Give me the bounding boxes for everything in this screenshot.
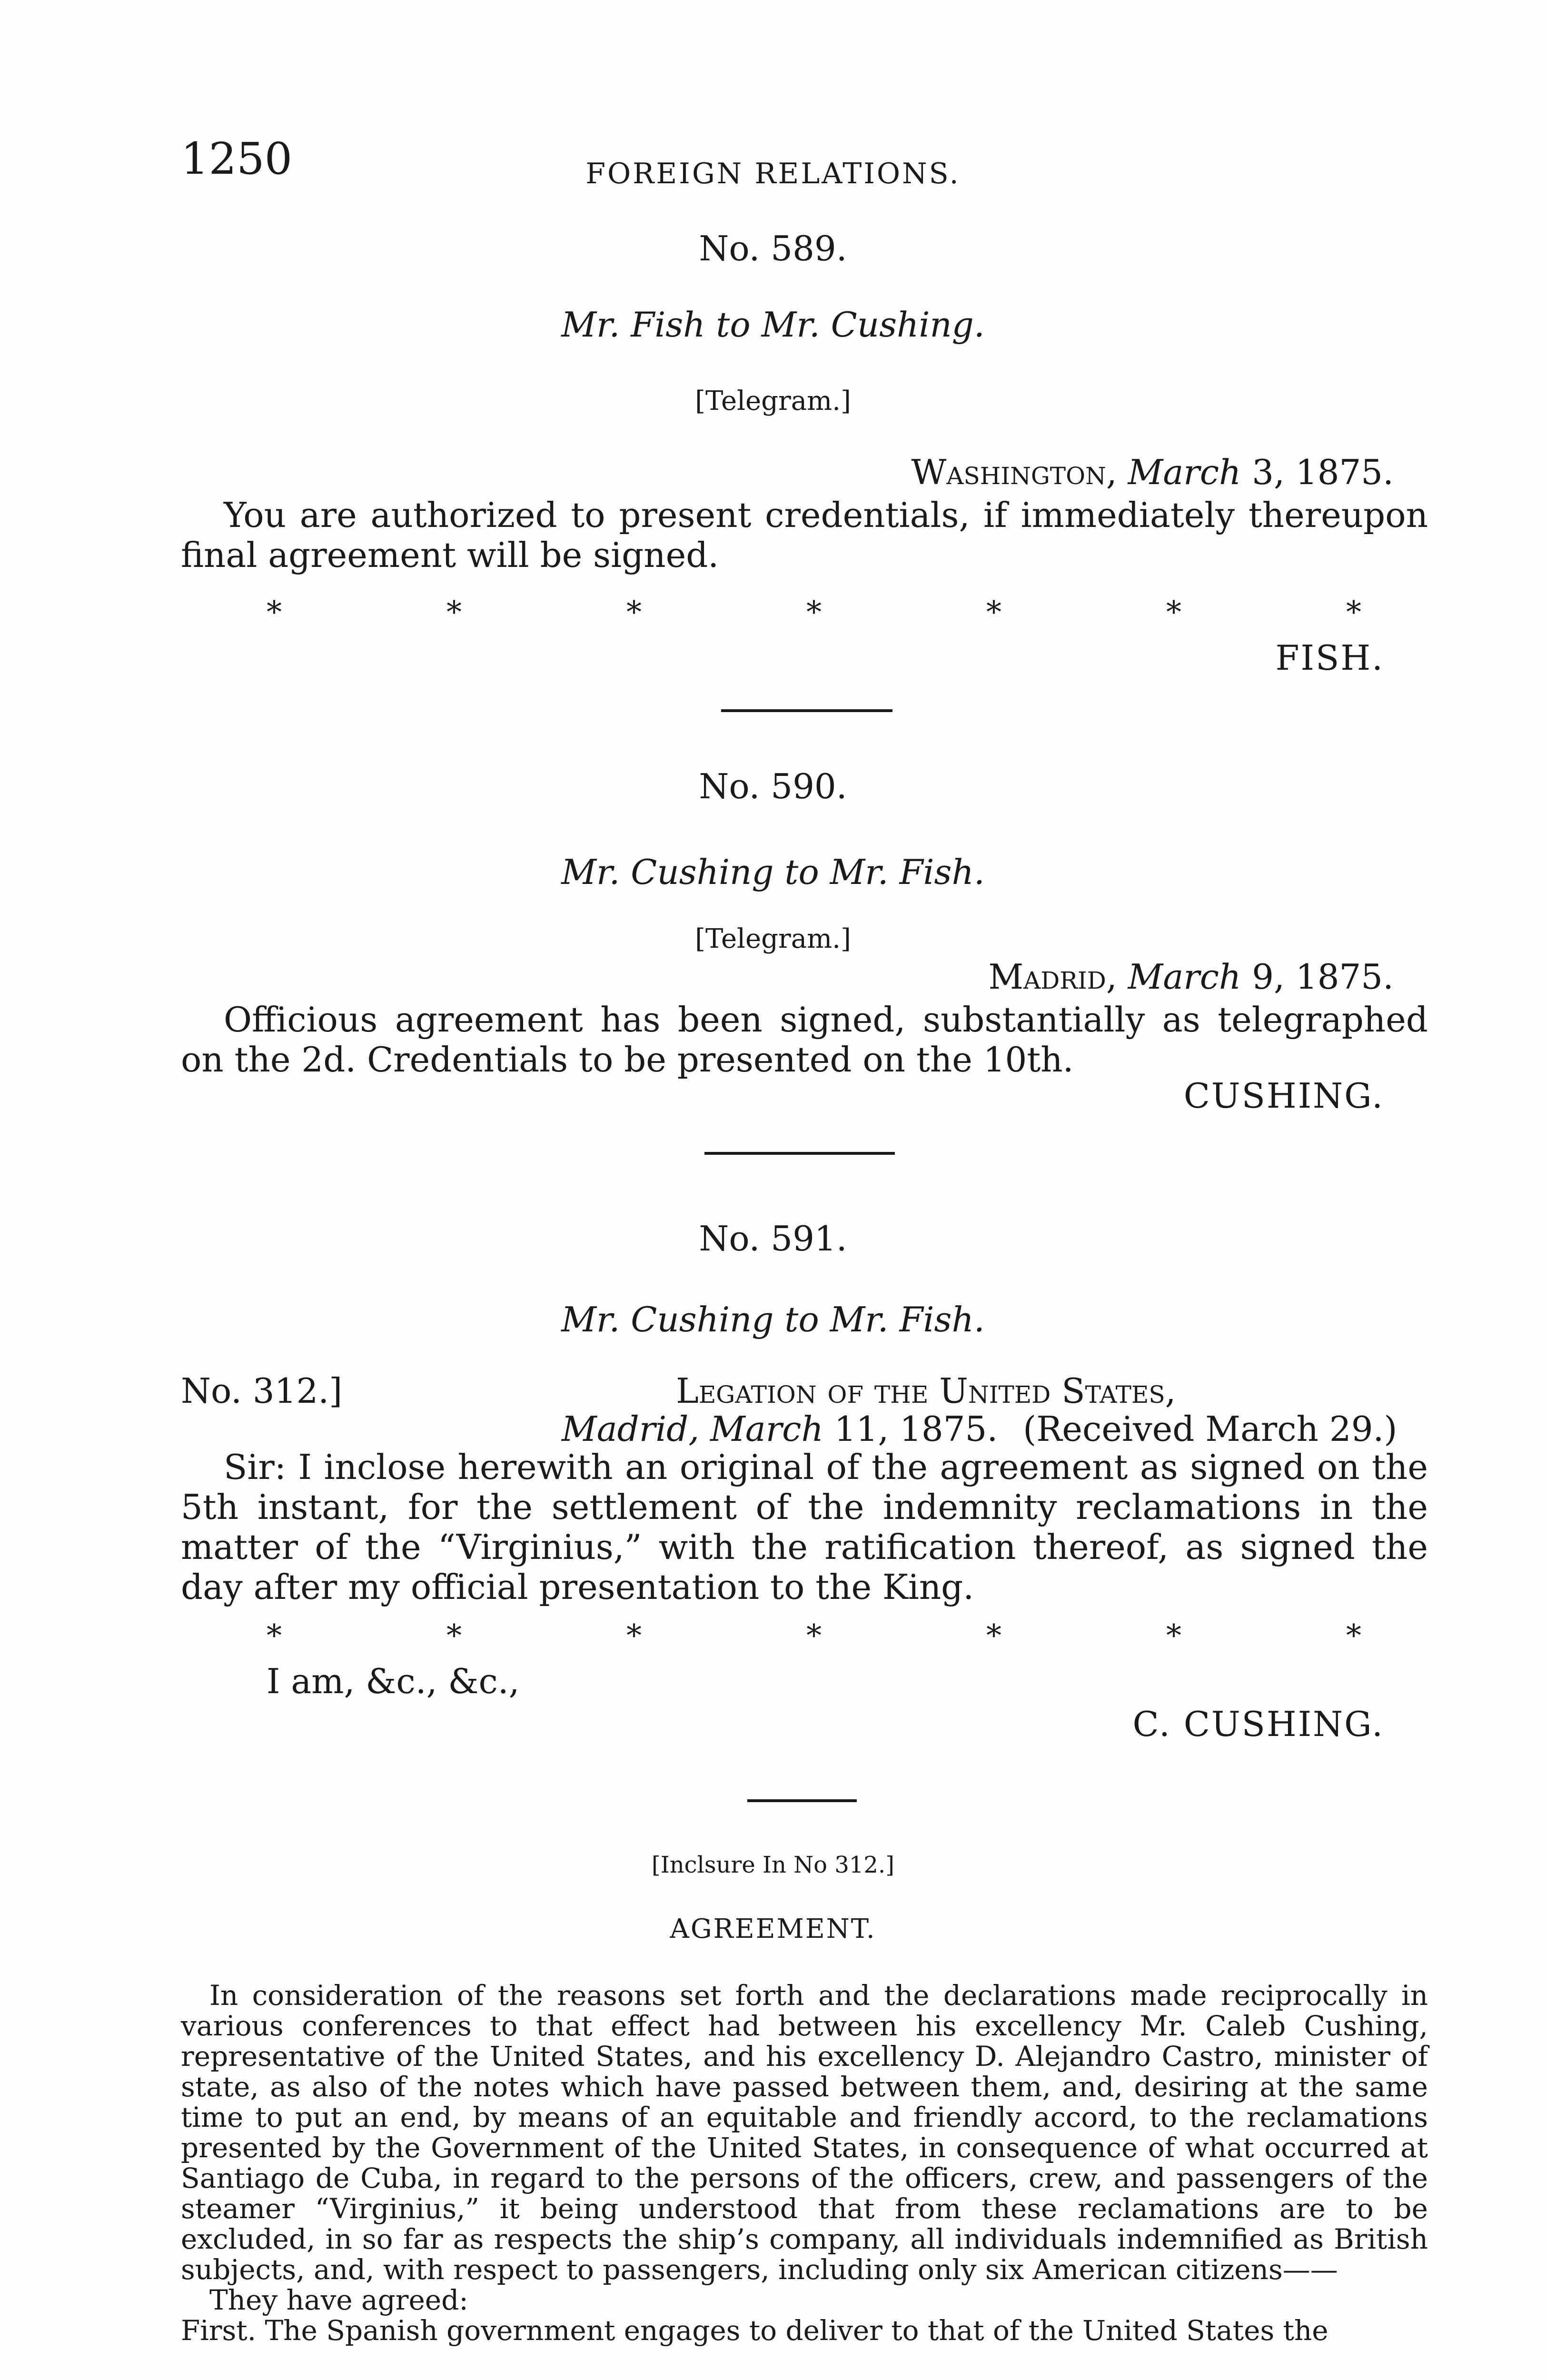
doc-590-number: No. 590.: [699, 766, 847, 806]
dateline-month: March: [1128, 957, 1241, 997]
doc-591-body-text: Sir: I inclose herewith an original of the agreement as signed on the 5th instant, for the settlement of the indemnity reclamations in the matter of the “Virginius,” with the ratification thereof, as signed the day after my official presentation to the King.: [181, 1447, 1428, 1607]
dateline-rest: 3, 1875.: [1252, 452, 1394, 492]
section-divider: [721, 709, 892, 712]
agreement-heading: AGREEMENT.: [670, 1914, 876, 1944]
doc-590-signature: CUSHING.: [1183, 1076, 1384, 1116]
doc-591-dateline-place: Legation of the United States,: [676, 1371, 1176, 1411]
star: *: [267, 595, 282, 630]
doc-589-title: Mr. Fish to Mr. Cushing.: [561, 305, 985, 345]
doc-589-body-text: You are authorized to present credentials, if immediately thereupon final agreement will be signed.: [181, 495, 1428, 575]
doc-590-title: Mr. Cushing to Mr. Fish.: [561, 852, 985, 892]
agreement-agreed: They have agreed:: [209, 2284, 468, 2316]
dateline-rest: 9, 1875.: [1252, 957, 1394, 997]
star: *: [806, 1618, 822, 1654]
dateline-place: Washington,: [911, 452, 1117, 492]
dateline-place: Madrid,: [988, 957, 1117, 997]
received-note: (Received March 29.): [1023, 1409, 1397, 1449]
agreement-first-article: First. The Spanish government engages to deliver to that of the United States the: [181, 2314, 1328, 2347]
dateline-city-month: Madrid, March: [562, 1409, 823, 1449]
section-divider: [704, 1152, 895, 1155]
star: *: [446, 595, 462, 630]
agreement-paragraph: In consideration of the reasons set forth and the declarations made reciprocally in various conferences to that effect had between his excellency Mr. Caleb Cushing, representative of the United States, and his excellency D. Alejandro Castro, minister of state, as also of the notes which have passed between them, and, desiring at the same time to put an end, by means of an equitable and friendly accord, to the reclamations presented by the Government of the United States, in consequence of what occurred at Santiago de Cuba, in regard to the persons of the officers, crew, and passengers of the steamer “Virginius,” it being understood that from these reclamations are to be excluded, in so far as respects the ship’s company, all individuals indemnified as British subjects, and, with respect to passengers, including only six American citizens——: [181, 1979, 1428, 2286]
agreement-text: [181, 1980, 1428, 2346]
star: *: [446, 1618, 462, 1654]
inclosure-note: [Inclsure In No 312.]: [652, 1852, 894, 1878]
doc-591-closing: I am, &c., &c.,: [267, 1661, 520, 1701]
doc-590-body-text: Officious agreement has been signed, substantially as telegraphed on the 2d. Credentials to be presented on the 10th.: [181, 1000, 1428, 1080]
star: *: [1166, 595, 1181, 630]
star: *: [1166, 1618, 1181, 1654]
doc-591-signature: C. CUSHING.: [1132, 1704, 1384, 1744]
doc-591-body: [181, 1447, 1428, 1607]
star: *: [806, 595, 822, 630]
doc-589-signature: FISH.: [1275, 638, 1384, 678]
star: *: [986, 595, 1001, 630]
star: *: [626, 595, 642, 630]
doc-590-note: [Telegram.]: [695, 923, 851, 954]
star: *: [1346, 595, 1361, 630]
star: *: [626, 1618, 642, 1654]
doc-589-number: No. 589.: [699, 228, 847, 268]
section-divider: [747, 1799, 857, 1802]
star: *: [267, 1618, 282, 1654]
doc-591-reference: No. 312.]: [181, 1371, 343, 1411]
doc-589-dateline: [911, 452, 1394, 492]
doc-589-note: [Telegram.]: [695, 386, 851, 416]
doc-591-title: Mr. Cushing to Mr. Fish.: [561, 1299, 985, 1339]
star: *: [986, 1618, 1001, 1654]
doc-590-body: [181, 1000, 1428, 1080]
dateline-month: March: [1128, 452, 1241, 492]
doc-591-dateline: [562, 1409, 1397, 1449]
doc-589-stars: [267, 595, 1361, 630]
doc-590-dateline: [988, 957, 1394, 997]
doc-589-body: [181, 495, 1428, 575]
page-number: 1250: [181, 133, 293, 184]
doc-591-number: No. 591.: [699, 1219, 847, 1259]
star: *: [1346, 1618, 1361, 1654]
running-title: FOREIGN RELATIONS.: [585, 157, 961, 190]
dateline-rest: 11, 1875.: [834, 1409, 998, 1449]
doc-591-stars: [267, 1618, 1361, 1654]
